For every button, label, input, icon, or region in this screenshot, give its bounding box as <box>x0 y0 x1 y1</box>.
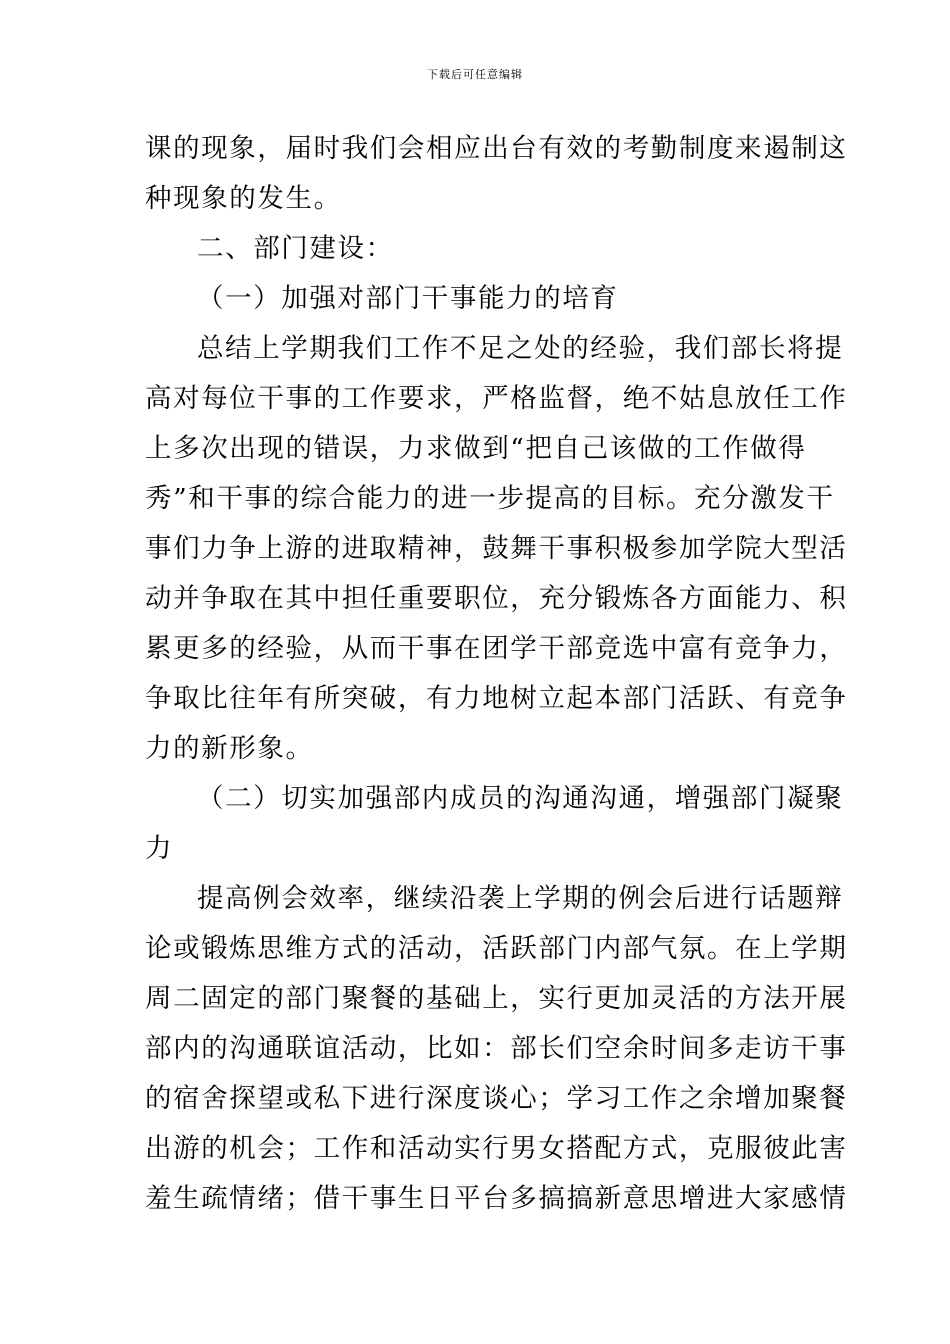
subsection-heading: （二）切实加强部内成员的沟通沟通，增强部门凝聚 <box>197 783 844 814</box>
text-line: 周二固定的部门聚餐的基础上，实行更加灵活的方法开展 <box>145 983 848 1014</box>
text-line: 力 <box>145 833 174 864</box>
text-line: 的宿舍探望或私下进行深度谈心；学习工作之余增加聚餐 <box>145 1083 848 1114</box>
text-line: 事们力争上游的进取精神，鼓舞干事积极参加学院大型活 <box>145 533 848 564</box>
text-line: 部内的沟通联谊活动，比如：部长们空余时间多走访干事 <box>145 1033 848 1064</box>
text-line: 种现象的发生。 <box>145 183 342 214</box>
text-line: 提高例会效率，继续沿袭上学期的例会后进行话题辩 <box>197 883 844 914</box>
text-line: 高对每位干事的工作要求，严格监督，绝不姑息放任工作 <box>145 383 848 414</box>
subsection-heading: （一）加强对部门干事能力的培育 <box>197 283 619 314</box>
text-line: 累更多的经验，从而干事在团学干部竞选中富有竞争力， <box>145 633 848 664</box>
text-line: 动并争取在其中担任重要职位，充分锻炼各方面能力、积 <box>145 583 848 614</box>
section-heading: 二、部门建设： <box>197 233 394 264</box>
page-header: 下载后可任意编辑 <box>427 68 523 81</box>
text-line: 总结上学期我们工作不足之处的经验，我们部长将提 <box>197 333 844 364</box>
text-line: 上多次出现的错误，力求做到“把自己该做的工作做得 <box>145 433 807 464</box>
text-line: 出游的机会；工作和活动实行男女搭配方式，克服彼此害 <box>145 1133 848 1164</box>
text-line: 羞生疏情绪；借干事生日平台多搞搞新意思增进大家感情 <box>145 1183 848 1214</box>
text-line: 秀”和干事的综合能力的进一步提高的目标。充分激发干 <box>145 483 835 514</box>
text-line: 力的新形象。 <box>145 733 314 764</box>
text-line: 课的现象，届时我们会相应出台有效的考勤制度来遏制这 <box>145 133 848 164</box>
text-line: 争取比往年有所突破，有力地树立起本部门活跃、有竞争 <box>145 683 848 714</box>
text-line: 论或锻炼思维方式的活动，活跃部门内部气氛。在上学期 <box>145 933 848 964</box>
